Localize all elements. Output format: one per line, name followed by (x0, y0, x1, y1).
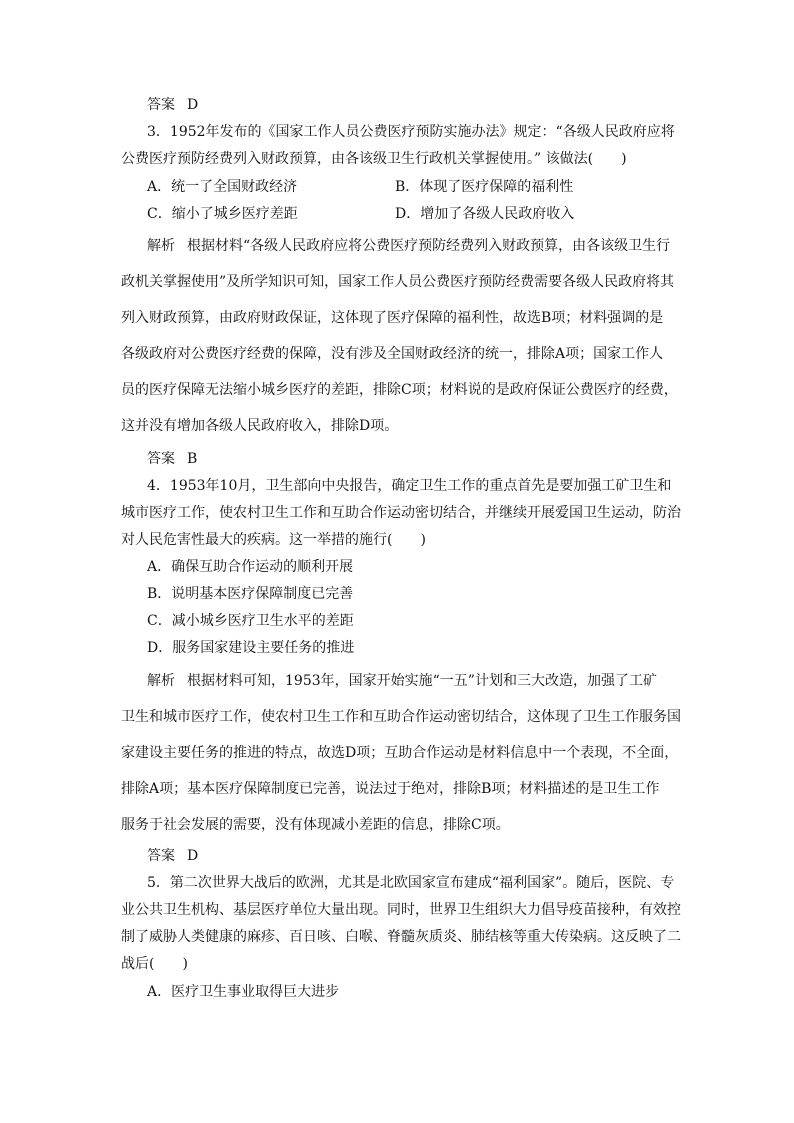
question-stem-line: 公费医疗预防经费列入财政预算，由各该级卫生行政机关掌握使用。” 该做法( ) (121, 151, 627, 167)
answer-line (147, 846, 198, 866)
answer-label: 答案 (147, 848, 175, 864)
option-a: A．统一了全国财政经济 (147, 179, 298, 195)
option-d: D．增加了各级人民政府收入 (395, 206, 575, 222)
option-a: A．医疗卫生事业取得巨大进步 (147, 984, 340, 1000)
question-stem-line: 4．1953年10月，卫生部向中央报告，确定卫生工作的重点首先是要加强工矿卫生和 (147, 478, 672, 494)
analysis-line: 家建设主要任务的推进的特点，故选D项；互助合作运动是材料信息中一个表现，不全面， (121, 745, 679, 761)
answer-label: 答案 (147, 97, 175, 113)
answer-line (147, 95, 198, 115)
option-b: B．体现了医疗保障的福利性 (395, 179, 574, 195)
analysis-label: 解析 (147, 673, 175, 689)
analysis-line: 列入财政预算，由政府财政保证，这体现了医疗保障的福利性，故选B项；材料强调的是 (121, 310, 664, 326)
question-stem-line: 3．1952年发布的《国家工作人员公费医疗预防实施办法》规定：“各级人民政府应将 (147, 124, 675, 140)
analysis-label: 解析 (147, 238, 175, 254)
analysis-line: 政机关掌握使用”及所学知识可知，国家工作人员公费医疗预防经费需要各级人民政府将其 (121, 274, 675, 290)
analysis-line: 解析 根据材料可知，1953年，国家开始实施“一五”计划和三大改造，加强了工矿 (147, 673, 657, 689)
option-d: D．服务国家建设主要任务的推进 (147, 640, 355, 656)
question-stem-line: 战后( ) (121, 956, 188, 972)
question-stem-line: 5．第二次世界大战后的欧洲，尤其是北欧国家宣布建成“福利国家”。随后，医院、专 (147, 875, 675, 891)
answer-value: D (187, 97, 199, 113)
answer-value: D (187, 848, 199, 864)
question-stem-line: 对人民危害性最大的疾病。这一举措的施行( ) (121, 532, 426, 548)
answer-label: 答案 (147, 451, 175, 467)
analysis-line: 服务于社会发展的需要，没有体现减小差距的信息，排除C项。 (121, 817, 510, 833)
option-a: A．确保互助合作运动的顺利开展 (147, 559, 354, 575)
question-stem-line: 业公共卫生机构、基层医疗单位大量出现。同时，世界卫生组织大力倡导疫苗接种，有效控 (121, 902, 681, 918)
analysis-line: 这并没有增加各级人民政府收入，排除D项。 (121, 418, 399, 434)
option-b: B．说明基本医疗保障制度已完善 (147, 586, 354, 602)
analysis-line: 员的医疗保障无法缩小城乡医疗的差距，排除C项；材料说的是政府保证公费医疗的经费， (121, 382, 678, 398)
option-c: C．减小城乡医疗卫生水平的差距 (147, 613, 354, 629)
analysis-line: 卫生和城市医疗工作，使农村卫生工作和互助合作运动密切结合，这体现了卫生工作服务国 (121, 709, 681, 725)
question-stem-line: 城市医疗工作，使农村卫生工作和互助合作运动密切结合，并继续开展爱国卫生运动，防治 (121, 505, 681, 521)
analysis-line: 解析 根据材料“各级人民政府应将公费医疗预防经费列入财政预算，由各该级卫生行 (147, 238, 671, 254)
analysis-line: 各级政府对公费医疗经费的保障，没有涉及全国财政经济的统一，排除A项；国家工作人 (121, 346, 664, 362)
answer-line (147, 449, 197, 469)
analysis-line: 排除A项；基本医疗保障制度已完善，说法过于绝对，排除B项；材料描述的是卫生工作 (121, 781, 660, 797)
answer-value: B (187, 451, 198, 467)
question-stem-line: 制了威胁人类健康的麻疹、百日咳、白喉、脊髓灰质炎、肺结核等重大传染病。这反映了二 (121, 929, 681, 945)
option-c: C．缩小了城乡医疗差距 (147, 206, 298, 222)
